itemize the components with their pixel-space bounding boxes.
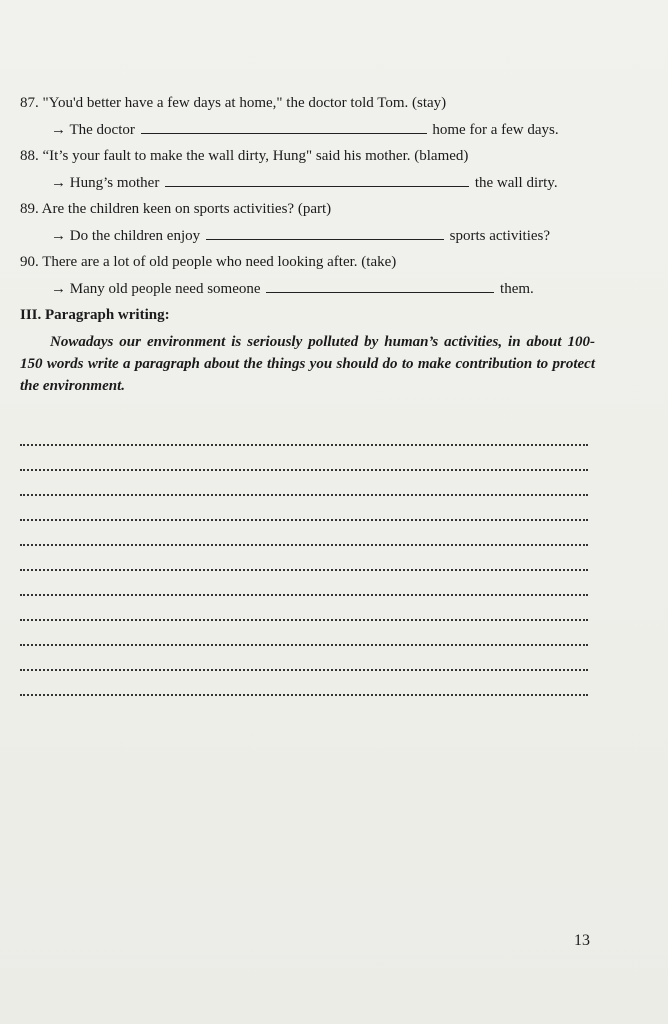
answer-blank[interactable] [266, 278, 494, 293]
answer-blank[interactable] [206, 225, 444, 240]
answer-blank[interactable] [165, 172, 469, 187]
answer-blank[interactable] [141, 119, 427, 134]
answer-suffix: sports activities? [449, 227, 551, 244]
section-heading: III. Paragraph writing: [20, 307, 170, 323]
writing-line[interactable] [20, 546, 588, 571]
writing-line[interactable] [20, 471, 588, 496]
answer-line-88 [20, 170, 595, 197]
question-90: 90. There are a lot of old people who need looking after. (take) [20, 254, 397, 270]
writing-line[interactable] [20, 646, 588, 671]
writing-prompt: Nowadays our environment is seriously polluted by human’s activities, in about 100- 150 words write a paragraph about the things you should do to make contribution to protect the environment. [20, 333, 595, 394]
answer-prefix: → Hung’s mother [51, 174, 160, 191]
answer-suffix: home for a few days. [432, 121, 559, 138]
answer-line-87 [20, 117, 595, 144]
writing-line[interactable] [20, 596, 588, 621]
writing-line[interactable] [20, 421, 588, 446]
answer-suffix: them. [500, 280, 534, 297]
question-88: 88. “It’s your fault to make the wall dirty, Hung" said his mother. (blamed) [20, 148, 469, 164]
answer-prefix: → Do the children enjoy [51, 227, 201, 244]
writing-line[interactable] [20, 496, 588, 521]
answer-line-89 [20, 223, 595, 250]
answer-line-90 [20, 276, 595, 303]
writing-area[interactable] [20, 421, 595, 696]
writing-line[interactable] [20, 571, 588, 596]
writing-line[interactable] [20, 521, 588, 546]
exercise-content [20, 90, 595, 696]
question-89: 89. Are the children keen on sports activities? (part) [20, 201, 332, 217]
question-87: 87. "You'd better have a few days at home," the doctor told Tom. (stay) [20, 95, 447, 111]
writing-line[interactable] [20, 671, 588, 696]
writing-line[interactable] [20, 621, 588, 646]
answer-prefix: → The doctor [51, 121, 135, 138]
page-number: 13 [574, 932, 590, 949]
writing-line[interactable] [20, 446, 588, 471]
answer-prefix: → Many old people need someone [51, 280, 261, 297]
answer-suffix: the wall dirty. [474, 174, 558, 191]
